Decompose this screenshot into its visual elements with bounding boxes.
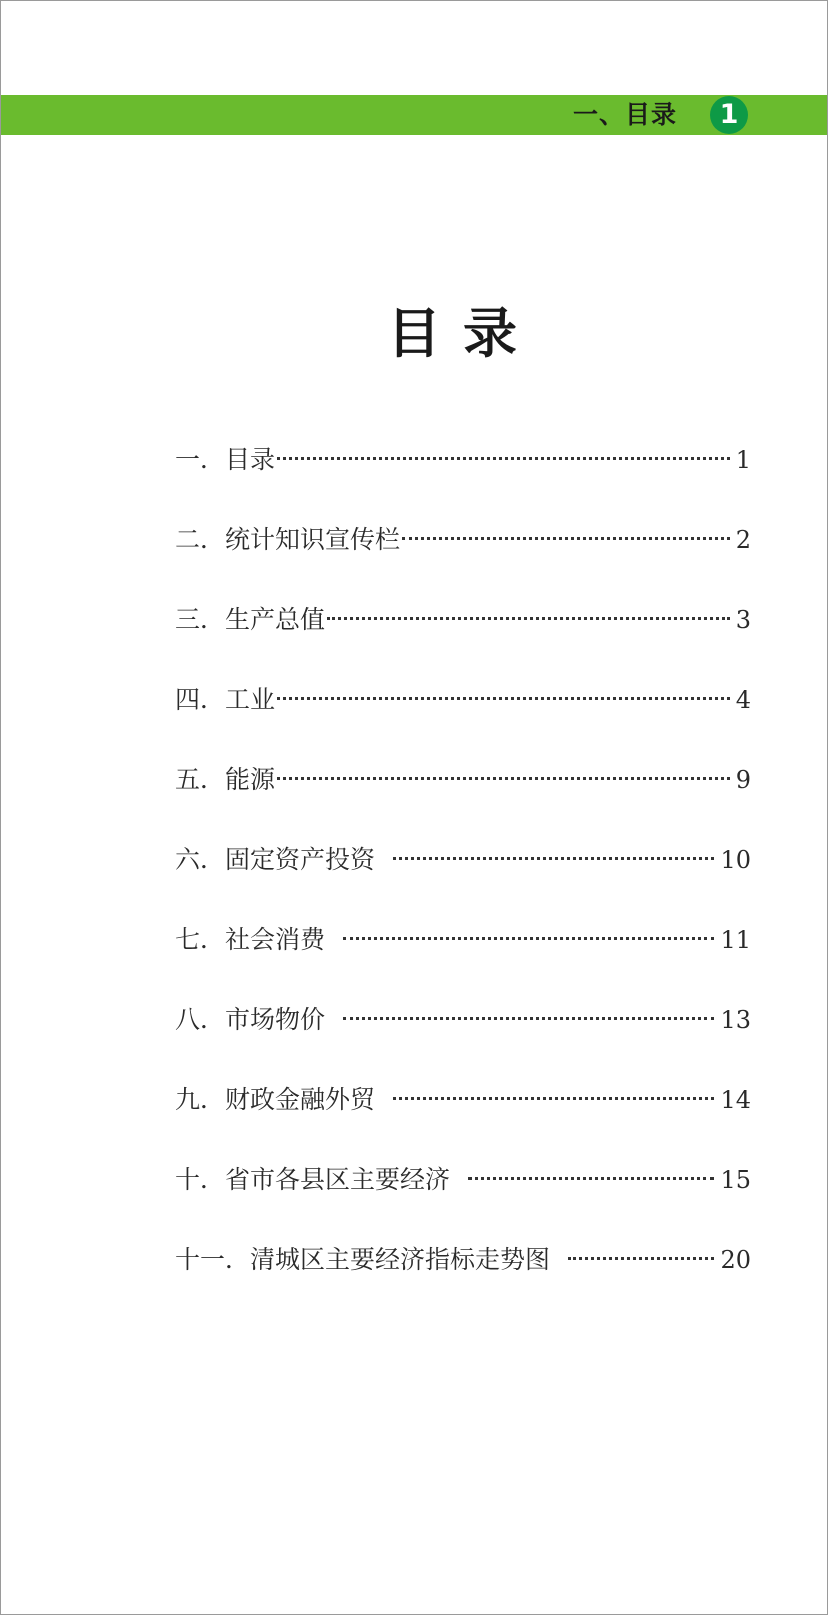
toc-item[interactable] [175, 920, 751, 1000]
toc-item-page: 2 [735, 526, 751, 554]
toc-item-page: 1 [735, 446, 751, 474]
toc-item-number: 三． [175, 605, 226, 634]
dot-leader [327, 617, 730, 620]
dot-leader [343, 1017, 714, 1020]
page-number-badge: 1 [710, 96, 748, 134]
toc-item-page: 10 [720, 846, 751, 874]
toc-item-label: 固定资产投资 [225, 845, 376, 874]
toc-item[interactable] [175, 520, 751, 600]
toc-item[interactable] [175, 1000, 751, 1080]
toc-item[interactable] [175, 1080, 751, 1160]
dot-leader [468, 1177, 714, 1180]
toc-item-page: 9 [735, 766, 751, 794]
dot-leader [402, 537, 730, 540]
toc-item-number: 十一． [175, 1245, 251, 1274]
section-header-bar [1, 95, 827, 135]
toc-item-page: 15 [720, 1166, 751, 1194]
toc-item-label: 省市各县区主要经济 [225, 1165, 451, 1194]
toc-item-number: 四． [175, 685, 226, 714]
toc-item-page: 11 [720, 926, 751, 954]
toc-item-label: 清城区主要经济指标走势图 [250, 1245, 551, 1274]
dot-leader [277, 457, 730, 460]
dot-leader [568, 1257, 714, 1260]
toc-item-number: 八． [175, 1005, 226, 1034]
toc-item-label: 财政金融外贸 [225, 1085, 376, 1114]
toc-item[interactable] [175, 600, 751, 680]
toc-item-page: 3 [735, 606, 751, 634]
toc-item-label: 目录 [225, 445, 276, 474]
toc-item-number: 九． [175, 1085, 226, 1114]
toc-item-number: 七． [175, 925, 226, 954]
dot-leader [277, 697, 730, 700]
dot-leader [393, 1097, 714, 1100]
toc-item[interactable] [175, 840, 751, 920]
dot-leader [343, 937, 714, 940]
toc-item-page: 4 [735, 686, 751, 714]
section-title: 一、目录 [572, 100, 677, 129]
toc-item-label: 工业 [225, 685, 276, 714]
toc-item-number: 六． [175, 845, 226, 874]
toc-item-number: 十． [175, 1165, 226, 1194]
toc-item-page: 20 [720, 1246, 751, 1274]
table-of-contents [175, 440, 751, 1320]
toc-item-page: 13 [720, 1006, 751, 1034]
toc-item-label: 生产总值 [225, 605, 326, 634]
toc-item-number: 一． [175, 445, 226, 474]
toc-item-number: 五． [175, 765, 226, 794]
toc-item[interactable] [175, 680, 751, 760]
dot-leader [277, 777, 730, 780]
toc-item-label: 能源 [225, 765, 276, 794]
page-title: 目录 [387, 302, 539, 365]
toc-item[interactable] [175, 1160, 751, 1240]
toc-item-label: 统计知识宣传栏 [225, 525, 401, 554]
dot-leader [393, 857, 714, 860]
toc-item-label: 社会消费 [225, 925, 326, 954]
toc-item-number: 二． [175, 525, 226, 554]
toc-item[interactable] [175, 1240, 751, 1320]
toc-item-label: 市场物价 [225, 1005, 326, 1034]
toc-item-page: 14 [720, 1086, 751, 1114]
toc-item[interactable] [175, 440, 751, 520]
toc-item[interactable] [175, 760, 751, 840]
